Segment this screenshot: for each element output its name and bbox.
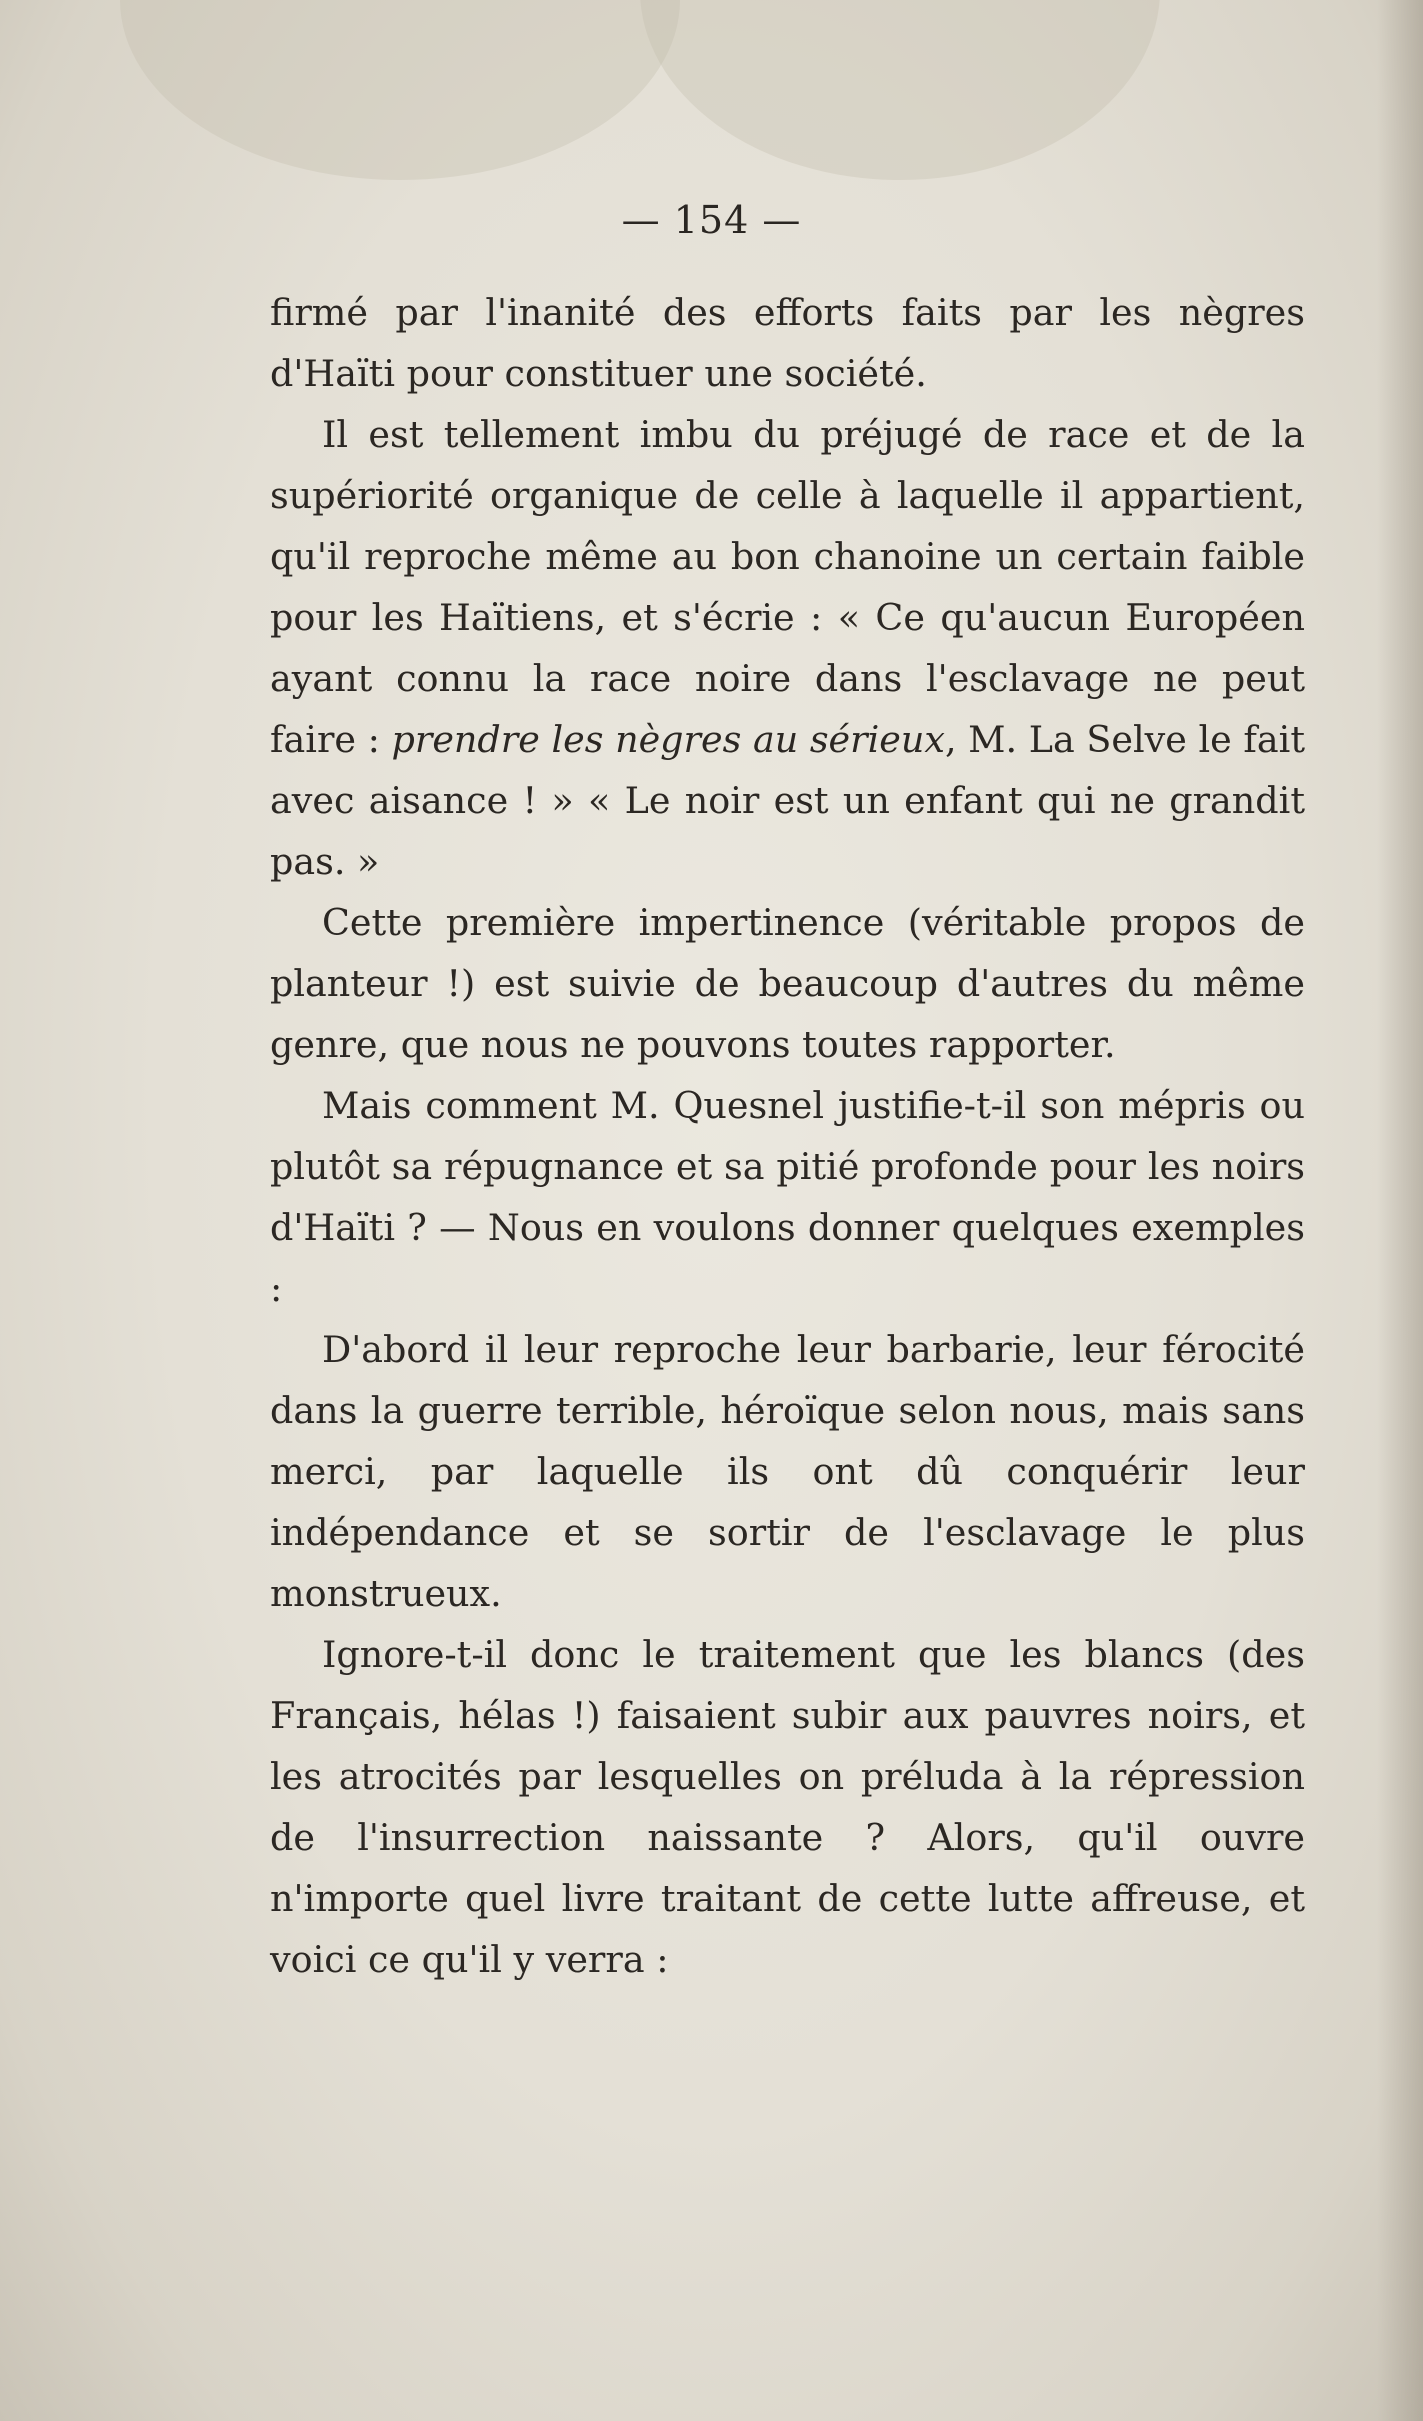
paper-stain bbox=[640, 0, 1160, 180]
paragraph-text: firmé par l'inanité des efforts faits par les nègres d'Haïti pour constituer une société. bbox=[270, 291, 1305, 395]
paragraph bbox=[270, 1624, 1305, 1990]
paragraph bbox=[270, 892, 1305, 1075]
paragraph-text: Ignore-t-il donc le traitement que les blancs (des Français, hélas !) faisaient subir aux pauvres noirs, et les atrocités par lesquelles on préluda à la répression de l'insurrection naissante ? Alors, qu'il ouvre n'importe quel livre traitant de cette lutte affreuse, et voici ce qu'il y verra : bbox=[270, 1633, 1305, 1981]
paragraph-text: Cette première impertinence (véritable propos de planteur !) est suivie de beaucoup d'autres du même genre, que nous ne pouvons toutes rapporter. bbox=[270, 901, 1305, 1066]
paragraph-text: , M. La Selve le fait avec aisance ! » « Le noir est un enfant qui ne grandit pas. » bbox=[270, 718, 1305, 883]
page-edge-shadow bbox=[1377, 0, 1423, 2421]
paragraph-text: D'abord il leur reproche leur barbarie, leur férocité dans la guerre terrible, héroïque selon nous, mais sans merci, par laquelle ils ont dû conquérir leur indépendance et se sortir de l'esclavage le plus monstrueux. bbox=[270, 1328, 1305, 1615]
paragraph bbox=[270, 404, 1305, 892]
italic-phrase: prendre les nègres au sérieux bbox=[391, 718, 945, 761]
paragraph bbox=[270, 1319, 1305, 1624]
paragraph bbox=[270, 1075, 1305, 1319]
page-number: — 154 — bbox=[621, 198, 802, 242]
paragraph-text: Mais comment M. Quesnel justifie-t-il son mépris ou plutôt sa répugnance et sa pitié profonde pour les noirs d'Haïti ? — Nous en voulons donner quelques exemples : bbox=[270, 1084, 1305, 1310]
paragraph bbox=[270, 282, 1305, 404]
paragraph-text: Il est tellement imbu du préjugé de race et de la supériorité organique de celle à laquelle il appartient, qu'il reproche même au bon chanoine un certain faible pour les Haïtiens, et s'écrie : « Ce qu'aucun Européen ayant connu la race noire dans l'esclavage ne peut faire : bbox=[270, 413, 1305, 761]
body-text bbox=[270, 282, 1305, 1990]
paper-stain bbox=[120, 0, 680, 180]
